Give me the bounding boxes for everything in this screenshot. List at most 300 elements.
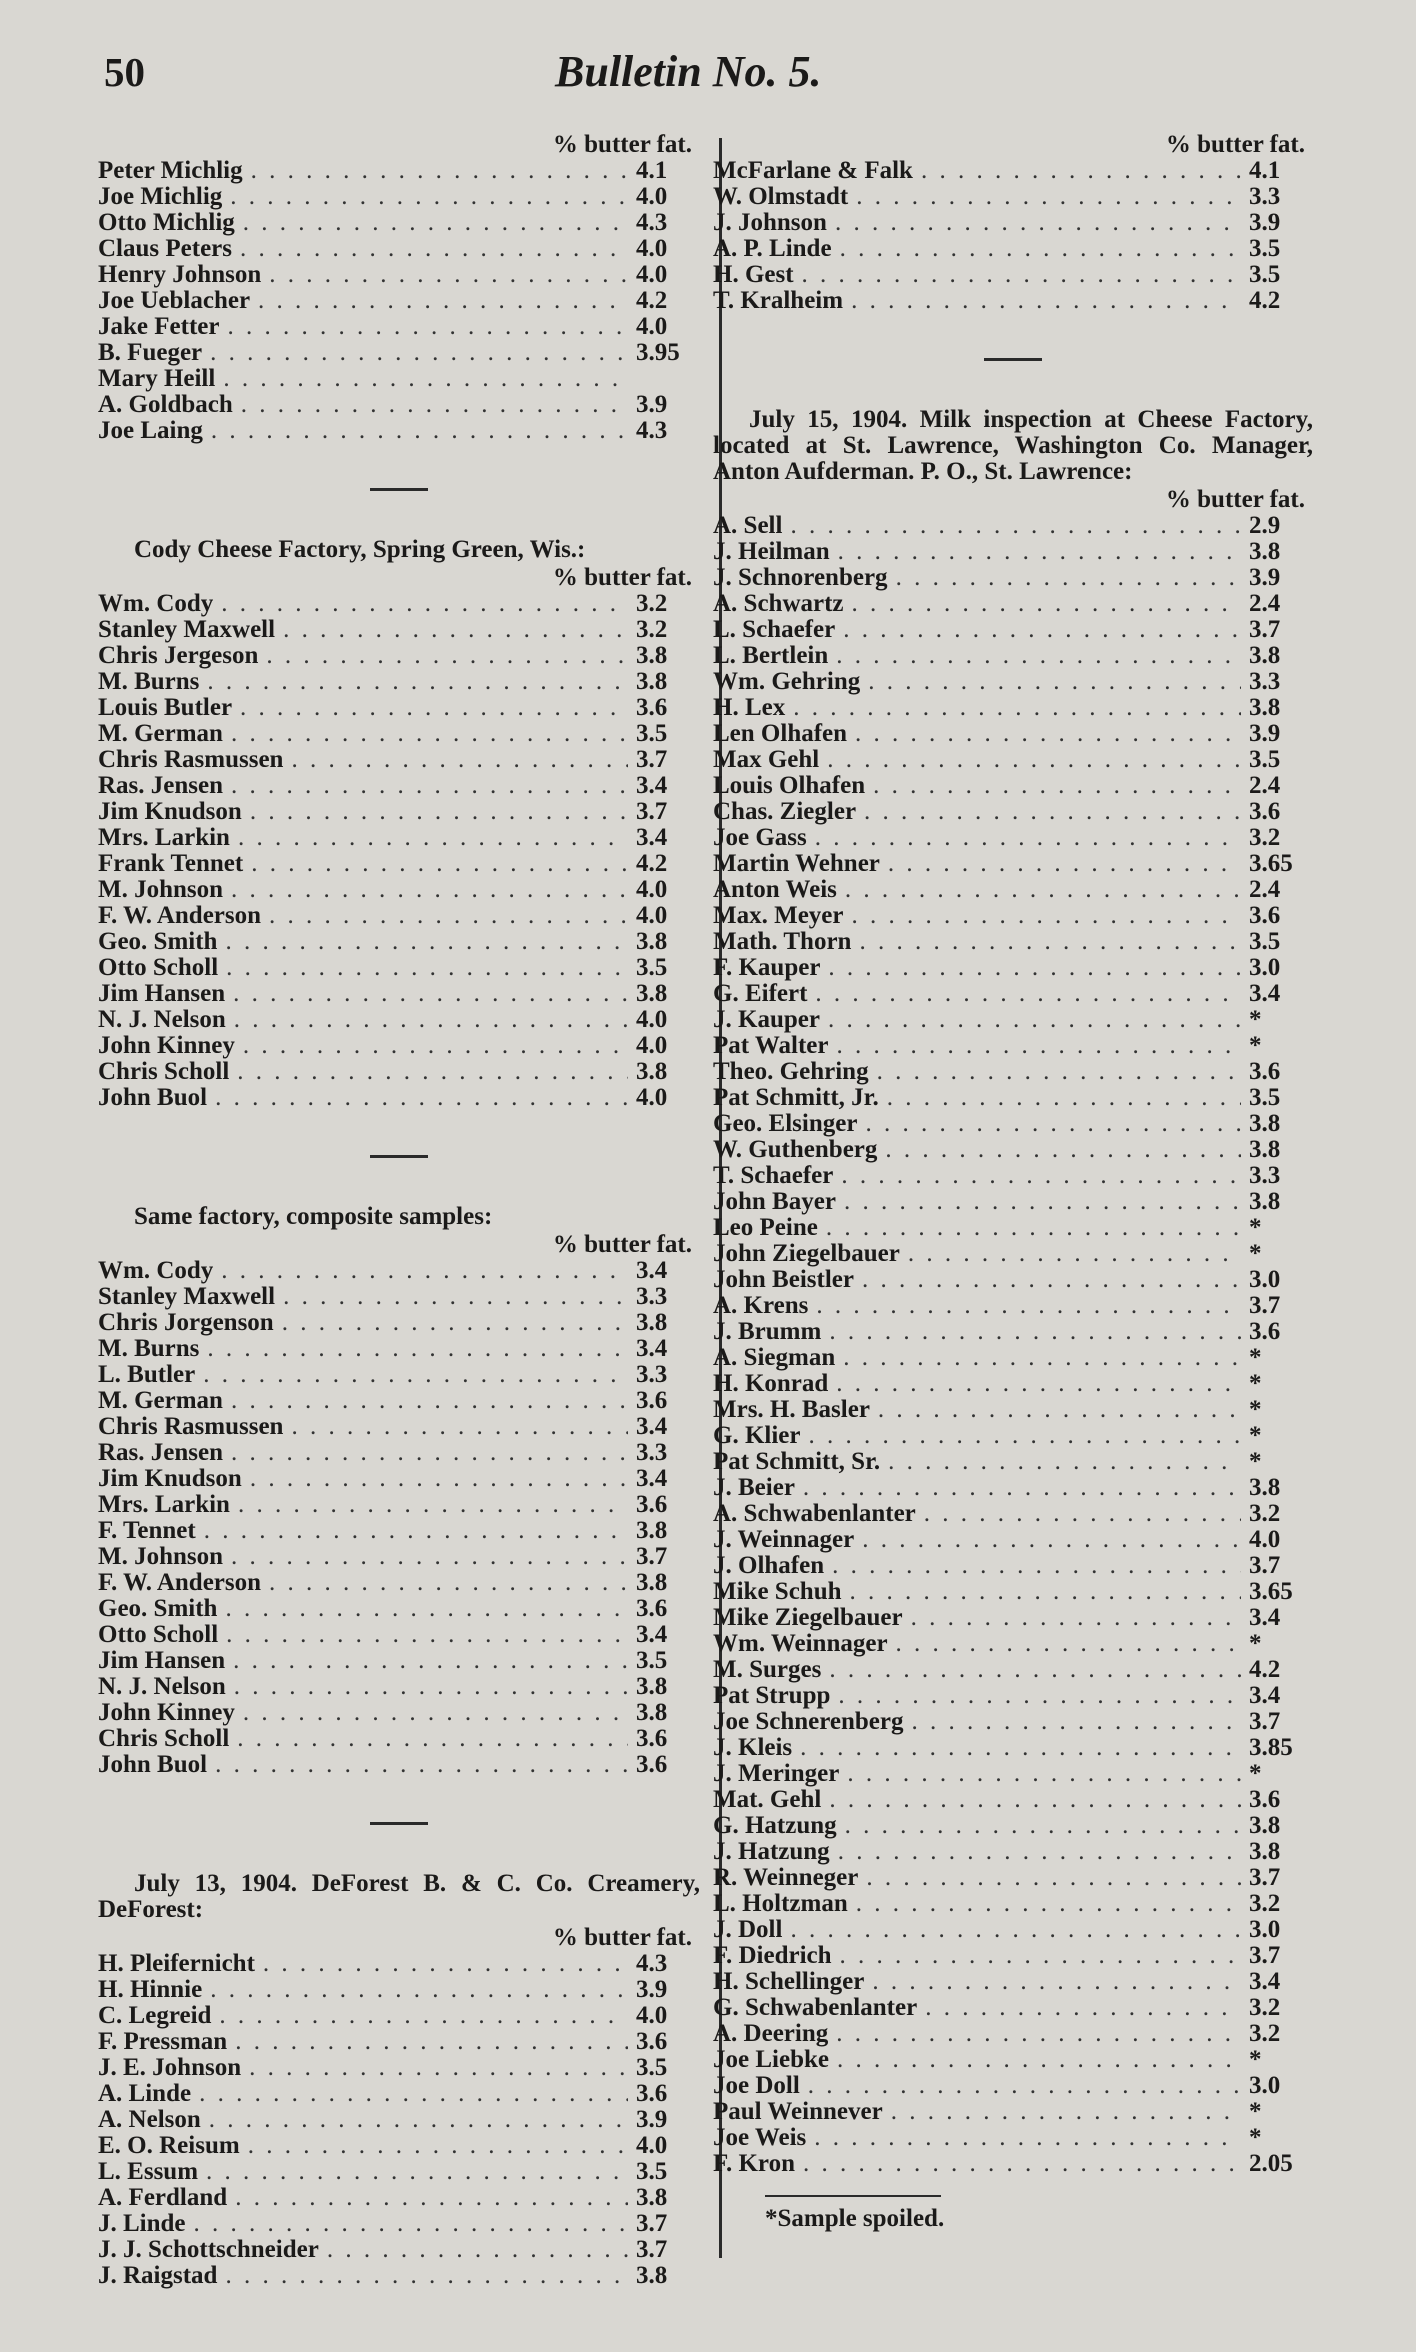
entry-value: 4.0 bbox=[636, 876, 668, 903]
leader-dots bbox=[888, 1449, 1241, 1475]
leader-dots bbox=[251, 158, 628, 184]
entry-name: B. Fueger bbox=[98, 339, 203, 366]
leader-dots bbox=[227, 314, 628, 340]
list-item bbox=[713, 1579, 1313, 1605]
leader-dots bbox=[209, 2107, 628, 2133]
list-item bbox=[713, 2047, 1313, 2073]
deforest-list bbox=[98, 1951, 700, 2289]
list-item bbox=[98, 1258, 700, 1284]
leader-dots bbox=[203, 1362, 628, 1388]
entry-value: 3.7 bbox=[1249, 1708, 1281, 1735]
leader-dots bbox=[868, 669, 1241, 695]
list-item bbox=[713, 1319, 1313, 1345]
list-item bbox=[713, 1813, 1313, 1839]
leader-dots bbox=[283, 617, 628, 643]
entry-name: Len Olhafen bbox=[713, 720, 848, 747]
entry-value: * bbox=[1249, 1630, 1262, 1657]
list-item bbox=[713, 2151, 1313, 2177]
list-item bbox=[713, 565, 1313, 591]
right-column bbox=[713, 132, 1313, 2233]
leader-dots bbox=[210, 340, 628, 366]
leader-dots bbox=[845, 877, 1241, 903]
leader-dots bbox=[802, 262, 1241, 288]
entry-name: Max. Meyer bbox=[713, 902, 844, 929]
entry-value: 3.7 bbox=[1249, 1292, 1281, 1319]
entry-name: M. Johnson bbox=[98, 876, 224, 903]
entry-value: 3.2 bbox=[1249, 824, 1281, 851]
page-number: 50 bbox=[104, 49, 145, 95]
entry-name: J. Meringer bbox=[713, 1760, 840, 1787]
list-item bbox=[713, 955, 1313, 981]
list-item bbox=[713, 210, 1313, 236]
leader-dots bbox=[887, 1085, 1241, 1111]
list-item bbox=[713, 1995, 1313, 2021]
leader-dots bbox=[249, 2055, 628, 2081]
leader-dots bbox=[841, 1163, 1241, 1189]
leader-dots bbox=[219, 2003, 628, 2029]
entry-name: Geo. Smith bbox=[98, 1595, 218, 1622]
leader-dots bbox=[258, 288, 628, 314]
entry-value: 3.6 bbox=[636, 1725, 668, 1752]
entry-value: 3.8 bbox=[636, 1058, 668, 1085]
leader-dots bbox=[828, 1007, 1241, 1033]
entry-name: H. Hinnie bbox=[98, 1976, 203, 2003]
leader-dots bbox=[836, 1033, 1241, 1059]
entry-name: F. Kron bbox=[713, 2150, 795, 2177]
leader-dots bbox=[838, 539, 1241, 565]
entry-name: Chris Rasmussen bbox=[98, 746, 284, 773]
list-item bbox=[98, 1518, 700, 1544]
entry-value: 3.6 bbox=[636, 1387, 668, 1414]
entry-name: Leo Peine bbox=[713, 1214, 818, 1241]
leader-dots bbox=[803, 2151, 1241, 2177]
list-item bbox=[98, 1388, 700, 1414]
entry-value: * bbox=[1249, 1344, 1262, 1371]
entry-name: Henry Johnson bbox=[98, 261, 262, 288]
leader-dots bbox=[793, 695, 1241, 721]
list-item bbox=[713, 1839, 1313, 1865]
left-list-1 bbox=[98, 158, 700, 444]
entry-value: 3.4 bbox=[636, 772, 668, 799]
entry-value: 3.6 bbox=[636, 1751, 668, 1778]
leader-dots bbox=[207, 669, 628, 695]
entry-value: 3.8 bbox=[636, 1569, 668, 1596]
list-item bbox=[713, 1163, 1313, 1189]
list-item bbox=[98, 1752, 700, 1778]
entry-value: 3.6 bbox=[1249, 1318, 1281, 1345]
entry-value: 3.2 bbox=[1249, 2020, 1281, 2047]
entry-value: 3.9 bbox=[1249, 720, 1281, 747]
entry-name: Pat Strupp bbox=[713, 1682, 831, 1709]
entry-value: 3.0 bbox=[1249, 954, 1281, 981]
entry-name: Mike Schuh bbox=[713, 1578, 842, 1605]
entry-name: G. Hatzung bbox=[713, 1812, 837, 1839]
entry-name: A. Krens bbox=[713, 1292, 809, 1319]
entry-name: J. Doll bbox=[713, 1916, 783, 1943]
leader-dots bbox=[231, 773, 628, 799]
leader-dots bbox=[872, 1969, 1241, 1995]
entry-value: 3.2 bbox=[636, 590, 668, 617]
list-item bbox=[98, 1726, 700, 1752]
list-item bbox=[98, 2081, 700, 2107]
leader-dots bbox=[238, 825, 628, 851]
entry-name: Wm. Cody bbox=[98, 590, 214, 617]
entry-value: 3.2 bbox=[1249, 1994, 1281, 2021]
leader-dots bbox=[234, 1007, 628, 1033]
entry-value: 3.8 bbox=[1249, 538, 1281, 565]
entry-name: Max Gehl bbox=[713, 746, 820, 773]
list-item bbox=[713, 929, 1313, 955]
list-item bbox=[98, 1059, 700, 1085]
entry-name: John Buol bbox=[98, 1084, 208, 1111]
entry-value: * bbox=[1249, 2098, 1262, 2125]
list-item bbox=[98, 2029, 700, 2055]
entry-name: M. Surges bbox=[713, 1656, 822, 1683]
entry-value: 3.8 bbox=[636, 1699, 668, 1726]
entry-name: G. Schwabenlanter bbox=[713, 1994, 918, 2021]
leader-dots bbox=[790, 1917, 1241, 1943]
butter-fat-header: % butter fat. bbox=[552, 1924, 692, 1951]
entry-name: A. Ferdland bbox=[98, 2184, 228, 2211]
entry-value: * bbox=[1249, 2124, 1262, 2151]
list-item bbox=[713, 1735, 1313, 1761]
entry-name: Pat Walter bbox=[713, 1032, 829, 1059]
entry-name: E. O. Reisum bbox=[98, 2132, 240, 2159]
entry-name: Stanley Maxwell bbox=[98, 1283, 276, 1310]
entry-value: * bbox=[1249, 1760, 1262, 1787]
entry-name: Math. Thorn bbox=[713, 928, 852, 955]
entry-value: 4.1 bbox=[1249, 157, 1281, 184]
entry-name: A. Goldbach bbox=[98, 391, 233, 418]
list-item bbox=[713, 288, 1313, 314]
entry-name: Otto Scholl bbox=[98, 954, 219, 981]
list-item bbox=[98, 851, 700, 877]
list-item bbox=[98, 1700, 700, 1726]
entry-name: Anton Weis bbox=[713, 876, 837, 903]
entry-name: F. Kauper bbox=[713, 954, 821, 981]
entry-value: 3.3 bbox=[1249, 183, 1281, 210]
entry-value: 4.0 bbox=[636, 902, 668, 929]
entry-name: A. Deering bbox=[713, 2020, 829, 2047]
entry-name: Geo. Smith bbox=[98, 928, 218, 955]
entry-value: 3.7 bbox=[1249, 1942, 1281, 1969]
leader-dots bbox=[243, 1033, 628, 1059]
leader-dots bbox=[210, 1977, 628, 2003]
leader-dots bbox=[237, 1726, 628, 1752]
list-item bbox=[98, 1284, 700, 1310]
leader-dots bbox=[234, 1674, 628, 1700]
list-item bbox=[98, 1362, 700, 1388]
list-item bbox=[713, 1137, 1313, 1163]
list-item bbox=[98, 1544, 700, 1570]
entry-value: 3.5 bbox=[636, 954, 668, 981]
entry-name: A. Linde bbox=[98, 2080, 192, 2107]
entry-name: A. Nelson bbox=[98, 2106, 201, 2133]
entry-name: J. Heilman bbox=[713, 538, 830, 565]
entry-value: 3.7 bbox=[1249, 616, 1281, 643]
entry-value: 3.2 bbox=[1249, 1500, 1281, 1527]
list-item bbox=[98, 2055, 700, 2081]
entry-name: M. German bbox=[98, 1387, 223, 1414]
entry-name: A. Sell bbox=[713, 512, 783, 539]
entry-value: 3.5 bbox=[1249, 261, 1281, 288]
entry-value: 3.4 bbox=[636, 1413, 668, 1440]
list-item bbox=[713, 1215, 1313, 1241]
entry-value: 4.3 bbox=[636, 209, 668, 236]
entry-value: 3.4 bbox=[636, 824, 668, 851]
list-item bbox=[713, 1007, 1313, 1033]
entry-value: 3.5 bbox=[1249, 235, 1281, 262]
leader-dots bbox=[814, 2125, 1241, 2151]
leader-dots bbox=[231, 1388, 628, 1414]
entry-value: 3.8 bbox=[1249, 1188, 1281, 1215]
entry-value: 4.0 bbox=[636, 261, 668, 288]
running-head: Bulletin No. 5. bbox=[555, 47, 822, 96]
list-item bbox=[98, 617, 700, 643]
leader-dots bbox=[840, 236, 1241, 262]
leader-dots bbox=[800, 1735, 1241, 1761]
entry-name: Joe Gass bbox=[713, 824, 807, 851]
leader-dots bbox=[864, 799, 1241, 825]
entry-value: 3.9 bbox=[636, 2106, 668, 2133]
entry-value: 3.65 bbox=[1249, 850, 1293, 877]
entry-value: 3.9 bbox=[1249, 209, 1281, 236]
leader-dots bbox=[327, 2237, 628, 2263]
list-item bbox=[98, 695, 700, 721]
section-rule bbox=[370, 1822, 428, 1825]
entry-name: Peter Michlig bbox=[98, 157, 243, 184]
entry-value: 3.8 bbox=[1249, 694, 1281, 721]
list-item bbox=[713, 1475, 1313, 1501]
entry-name: H. Pleifernicht bbox=[98, 1950, 255, 1977]
leader-dots bbox=[808, 2073, 1241, 2099]
entry-name: F. W. Anderson bbox=[98, 902, 262, 929]
leader-dots bbox=[241, 392, 628, 418]
entry-value: * bbox=[1249, 1396, 1262, 1423]
list-item bbox=[98, 418, 700, 444]
entry-value: 2.4 bbox=[1249, 590, 1281, 617]
list-item bbox=[98, 721, 700, 747]
leader-dots bbox=[231, 721, 628, 747]
leader-dots bbox=[223, 366, 628, 392]
list-item bbox=[713, 981, 1313, 1007]
entry-name: Jake Fetter bbox=[98, 313, 220, 340]
entry-value: 3.8 bbox=[636, 1517, 668, 1544]
leader-dots bbox=[206, 2159, 628, 2185]
leader-dots bbox=[291, 747, 628, 773]
entry-value: 3.5 bbox=[636, 720, 668, 747]
entry-value: 3.6 bbox=[1249, 1058, 1281, 1085]
list-item bbox=[98, 773, 700, 799]
entry-name: Joe Michlig bbox=[98, 183, 223, 210]
entry-name: L. Bertlein bbox=[713, 642, 829, 669]
list-item bbox=[713, 1865, 1313, 1891]
entry-name: M. Johnson bbox=[98, 1543, 224, 1570]
leader-dots bbox=[832, 1553, 1241, 1579]
leader-dots bbox=[844, 1189, 1241, 1215]
list-item bbox=[713, 2021, 1313, 2047]
list-item bbox=[713, 591, 1313, 617]
entry-value: 4.0 bbox=[636, 235, 668, 262]
entry-value: 3.3 bbox=[1249, 1162, 1281, 1189]
entry-name: H. Konrad bbox=[713, 1370, 829, 1397]
entry-value: 3.4 bbox=[636, 1621, 668, 1648]
leader-dots bbox=[225, 1596, 628, 1622]
entry-name: A. Siegman bbox=[713, 1344, 836, 1371]
entry-name: F. Tennet bbox=[98, 1517, 196, 1544]
entry-name: Mrs. H. Basler bbox=[713, 1396, 870, 1423]
entry-name: A. Schwartz bbox=[713, 590, 844, 617]
entry-name: Ras. Jensen bbox=[98, 1439, 224, 1466]
entry-name: Joe Liebke bbox=[713, 2046, 829, 2073]
leader-dots bbox=[815, 825, 1241, 851]
entry-name: J. Schnorenberg bbox=[713, 564, 888, 591]
leader-dots bbox=[269, 903, 628, 929]
entry-value: * bbox=[1249, 2046, 1262, 2073]
leader-dots bbox=[211, 418, 628, 444]
entry-name: Chris Scholl bbox=[98, 1058, 230, 1085]
entry-value: 4.0 bbox=[636, 313, 668, 340]
entry-name: M. Burns bbox=[98, 668, 200, 695]
leader-dots bbox=[204, 1518, 628, 1544]
list-item bbox=[713, 1969, 1313, 1995]
entry-value: 3.3 bbox=[636, 1283, 668, 1310]
leader-dots bbox=[826, 1215, 1241, 1241]
entry-value: 3.3 bbox=[636, 1439, 668, 1466]
leader-dots bbox=[816, 1293, 1241, 1319]
list-item bbox=[713, 513, 1313, 539]
entry-name: John Buol bbox=[98, 1751, 208, 1778]
entry-name: John Kinney bbox=[98, 1032, 235, 1059]
entry-name: F. Pressman bbox=[98, 2028, 228, 2055]
entry-name: A. Schwabenlanter bbox=[713, 1500, 916, 1527]
entry-name: J. Linde bbox=[98, 2210, 186, 2237]
list-item bbox=[98, 903, 700, 929]
leader-dots bbox=[282, 1310, 628, 1336]
entry-value: 3.4 bbox=[636, 1465, 668, 1492]
list-item bbox=[98, 929, 700, 955]
list-item bbox=[713, 1917, 1313, 1943]
entry-name: John Bayer bbox=[713, 1188, 836, 1215]
entry-value: * bbox=[1249, 1370, 1262, 1397]
entry-value: 3.5 bbox=[636, 1647, 668, 1674]
leader-dots bbox=[238, 1492, 628, 1518]
entry-name: G. Klier bbox=[713, 1422, 801, 1449]
list-item bbox=[713, 184, 1313, 210]
leader-dots bbox=[896, 1631, 1241, 1657]
leader-dots bbox=[843, 617, 1241, 643]
entry-name: Mrs. Larkin bbox=[98, 824, 230, 851]
entry-value: 3.9 bbox=[636, 391, 668, 418]
leader-dots bbox=[803, 1475, 1241, 1501]
entry-value: 3.8 bbox=[1249, 642, 1281, 669]
leader-dots bbox=[837, 2047, 1241, 2073]
left-column bbox=[98, 132, 700, 2289]
list-item bbox=[713, 1501, 1313, 1527]
entry-value: 4.1 bbox=[636, 157, 668, 184]
entry-value: 3.8 bbox=[636, 1309, 668, 1336]
list-item bbox=[98, 799, 700, 825]
leader-dots bbox=[251, 851, 628, 877]
section-rule bbox=[370, 488, 428, 491]
leader-dots bbox=[855, 721, 1241, 747]
entry-name: N. J. Nelson bbox=[98, 1006, 226, 1033]
section-rule bbox=[370, 1155, 428, 1158]
list-item bbox=[98, 1414, 700, 1440]
leader-dots bbox=[235, 2185, 628, 2211]
entry-name: John Beistler bbox=[713, 1266, 854, 1293]
list-item bbox=[98, 591, 700, 617]
entry-value: 3.4 bbox=[1249, 1682, 1281, 1709]
entry-name: Chris Jorgenson bbox=[98, 1309, 274, 1336]
list-item bbox=[98, 825, 700, 851]
entry-value: 3.8 bbox=[636, 2262, 668, 2289]
leader-dots bbox=[856, 184, 1241, 210]
leader-dots bbox=[240, 695, 628, 721]
leader-dots bbox=[908, 1241, 1241, 1267]
list-item bbox=[98, 262, 700, 288]
list-item bbox=[98, 340, 700, 366]
list-item bbox=[98, 2003, 700, 2029]
list-item bbox=[98, 184, 700, 210]
entry-name: Jim Hansen bbox=[98, 980, 226, 1007]
entry-value: 2.9 bbox=[1249, 512, 1281, 539]
entry-value: 3.0 bbox=[1249, 1916, 1281, 1943]
entry-value: 3.4 bbox=[636, 1335, 668, 1362]
entry-value: 3.7 bbox=[1249, 1864, 1281, 1891]
entry-name: Chas. Ziegler bbox=[713, 798, 857, 825]
entry-name: Chris Rasmussen bbox=[98, 1413, 284, 1440]
entry-value: 4.3 bbox=[636, 417, 668, 444]
entry-value: 3.4 bbox=[1249, 1604, 1281, 1631]
list-item bbox=[98, 1674, 700, 1700]
list-item bbox=[713, 236, 1313, 262]
leader-dots bbox=[237, 1059, 628, 1085]
entry-name: Chris Jergeson bbox=[98, 642, 259, 669]
list-item bbox=[98, 2159, 700, 2185]
entry-name: R. Weinneger bbox=[713, 1864, 859, 1891]
leader-dots bbox=[847, 1761, 1241, 1787]
entry-name: M. Burns bbox=[98, 1335, 200, 1362]
entry-value: 3.5 bbox=[1249, 1084, 1281, 1111]
leader-dots bbox=[873, 773, 1241, 799]
leader-dots bbox=[838, 1839, 1241, 1865]
entry-name: W. Olmstadt bbox=[713, 183, 849, 210]
leader-dots bbox=[221, 1258, 628, 1284]
entry-name: Jim Knudson bbox=[98, 1465, 242, 1492]
entry-name: Wm. Cody bbox=[98, 1257, 214, 1284]
leader-dots bbox=[850, 1579, 1241, 1605]
list-item bbox=[713, 1371, 1313, 1397]
list-item bbox=[713, 1709, 1313, 1735]
butter-fat-header: % butter fat. bbox=[1165, 131, 1305, 158]
list-item bbox=[98, 981, 700, 1007]
entry-name: Martin Wehner bbox=[713, 850, 880, 877]
entry-value: 3.8 bbox=[636, 928, 668, 955]
leader-dots bbox=[912, 1709, 1242, 1735]
entry-value: 3.4 bbox=[1249, 980, 1281, 1007]
stlawrence-list bbox=[713, 513, 1313, 2177]
leader-dots bbox=[888, 851, 1241, 877]
leader-dots bbox=[230, 184, 628, 210]
leader-dots bbox=[851, 288, 1241, 314]
entry-name: Frank Tennet bbox=[98, 850, 244, 877]
leader-dots bbox=[248, 2133, 628, 2159]
entry-name: Pat Schmitt, Sr. bbox=[713, 1448, 881, 1475]
list-item bbox=[98, 2107, 700, 2133]
leader-dots bbox=[283, 1284, 628, 1310]
entry-value: 3.9 bbox=[636, 1976, 668, 2003]
